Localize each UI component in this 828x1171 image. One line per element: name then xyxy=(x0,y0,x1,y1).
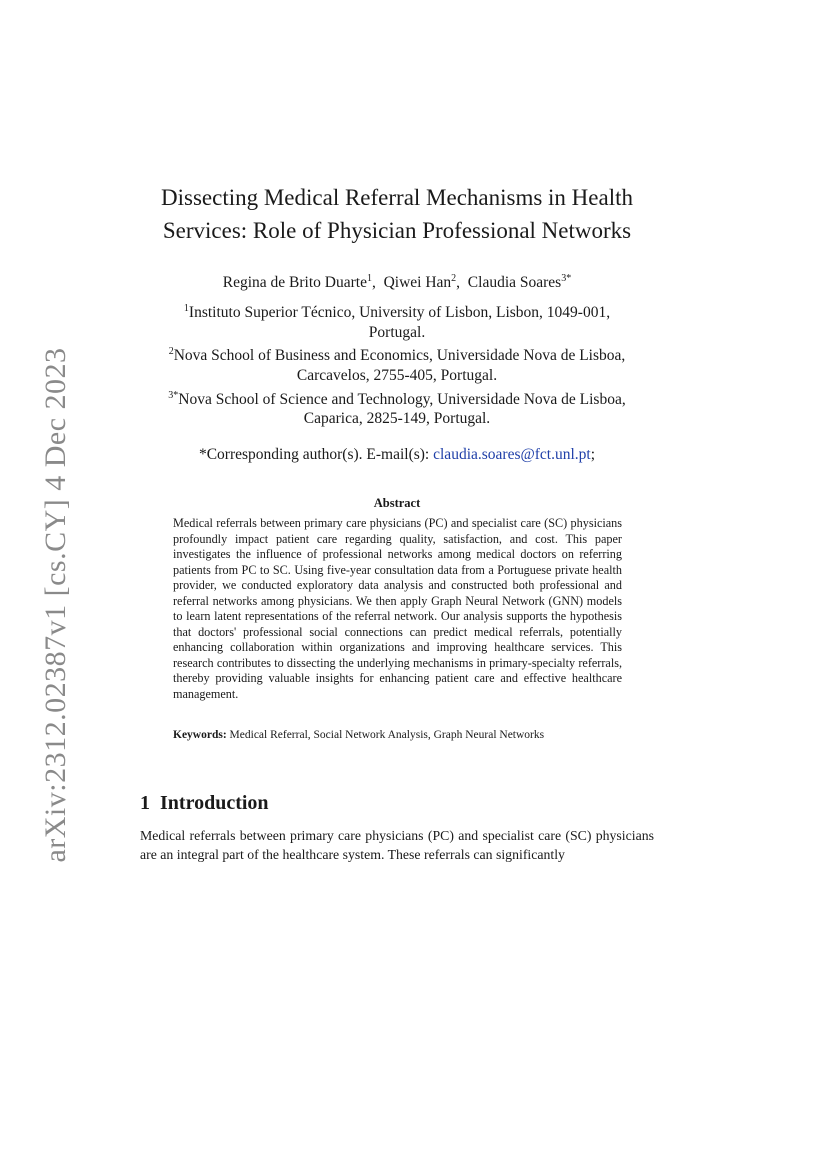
author-affil-mark: 3* xyxy=(561,273,572,284)
affiliation-line: Nova School of Science and Technology, Universidade Nova de Lisboa, xyxy=(178,390,626,408)
paper-title xyxy=(140,181,654,247)
affiliation xyxy=(150,299,644,342)
affiliation-line: Carcavelos, 2755-405, Portugal. xyxy=(296,367,498,385)
keywords-label: Keywords: xyxy=(173,729,227,741)
author-name: Claudia Soares xyxy=(467,274,562,292)
section-number: 1 xyxy=(140,792,150,814)
affiliation-mark: 3* xyxy=(168,389,179,401)
affiliation-mark: 1 xyxy=(183,303,189,314)
arxiv-identifier: arXiv:2312.02387v1 [cs.CY] 4 Dec 2023 xyxy=(39,347,72,863)
affiliation xyxy=(150,386,644,429)
corresponding-author xyxy=(140,445,654,465)
author-name: Qiwei Han xyxy=(383,274,452,292)
affiliation xyxy=(150,342,644,385)
keywords-text: Medical Referral, Social Network Analysis, Graph Neural Networks xyxy=(229,729,545,741)
author-affil-mark: 1 xyxy=(366,273,372,284)
abstract-heading: Abstract xyxy=(373,496,421,510)
section-title: Introduction xyxy=(160,792,269,814)
corresponding-label: *Corresponding author(s). E-mail(s): xyxy=(198,446,434,463)
affiliation-line: Caparica, 2825-149, Portugal. xyxy=(303,410,491,428)
email-link[interactable]: claudia.soares@fct.unl.pt xyxy=(433,446,591,463)
corresponding-suffix: ; xyxy=(590,446,596,463)
author-list: Regina de Brito Duarte$^1$, Qiwei Han$^2$, Claudia Soares$^{3*}$ xyxy=(222,273,572,292)
author-name: Regina de Brito Duarte xyxy=(222,274,367,292)
affiliation-list xyxy=(150,299,644,429)
section-heading xyxy=(140,792,269,815)
keywords xyxy=(173,729,633,741)
title-line-1: Dissecting Medical Referral Mechanisms in Health xyxy=(161,185,633,210)
affiliation-mark: 2 xyxy=(168,346,174,358)
intro-paragraph: Medical referrals between primary care physicians (PC) and specialist care (SC) physicians are an integral part of the healthcare system. These referrals can significantly xyxy=(140,828,654,862)
abstract-text: Medical referrals between primary care physicians (PC) and specialist care (SC) physicians profoundly impact patient care regarding quality, satisfaction, and cost. This paper investigates the influence of professional networks among medical doctors on referring patients from PC to SC. Using five-year consultation data from a Portuguese private health provider, we conducted exploratory data analysis and constructed both professional and referral networks among physicians. We then apply Graph Neural Network (GNN) models to learn latent representations of the referral network. Our analysis supports the hypothesis that doctors' professional social connections can predict medical referrals, potentially enhancing collaboration within organizations and improving healthcare services. This research contributes to dissecting the underlying mechanisms in primary-specialty referrals, thereby providing valuable insights for enhancing patient care and effective healthcare management. xyxy=(173,516,622,701)
affiliation-line: Portugal. xyxy=(368,323,426,341)
affiliation-line: Instituto Superior Técnico, University of Lisbon, Lisbon, 1049-001, xyxy=(188,304,611,322)
title-line-2: Services: Role of Physician Professional Networks xyxy=(162,218,632,243)
author-affil-mark: 2 xyxy=(451,273,457,284)
affiliation-line: Nova School of Business and Economics, Universidade Nova de Lisboa, xyxy=(173,347,626,365)
